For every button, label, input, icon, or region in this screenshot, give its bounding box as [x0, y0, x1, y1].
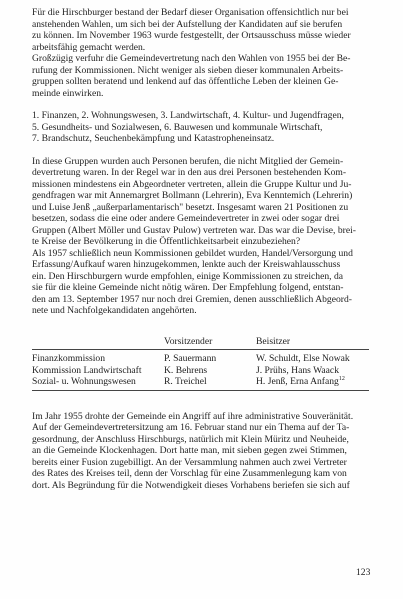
table-cell: Finanzkommission: [32, 353, 106, 364]
table-cell: R. Treichel: [164, 376, 207, 387]
para3-line: Erfassung/Aufkauf waren hinzugekommen, lenkte auch der Kreiswahlausschuss: [32, 259, 341, 270]
para1-line: anstehenden Wahlen, um sich bei der Aufstellung der Kandidaten auf sie berufen: [32, 18, 343, 30]
para4-line: Im Jahr 1955 drohte der Gemeinde ein Angriff auf ihre administrative Souveränität.: [32, 410, 354, 422]
para3-line: Als 1957 schließlich neun Kommissionen gebildet wurden, Handel/Versorgung und: [32, 247, 353, 259]
para1-line: Für die Hirschburger bestand der Bedarf dieser Organisation offensichtlich nur bei: [32, 7, 349, 18]
table-rule: [32, 390, 369, 391]
para1-line: arbeitsfähig gemacht werden.: [32, 41, 146, 53]
table-cell-text: H. Jenß, Erna Anfang: [256, 376, 339, 387]
table-header-vorsitzender: Vorsitzender: [164, 336, 213, 347]
para3-line: te Kreise der Bevölkerung in die Öffentlichkeitsarbeit einzubeziehen?: [32, 236, 301, 247]
para3-line: den am 13. September 1957 nur noch drei Gremien, denen ausschließlich Abgeord-: [32, 293, 352, 305]
para3-line: missionen mindestens ein Abgeordneter vertreten, allein die Gruppe Kultur und Ju-: [32, 178, 352, 190]
table-cell: P. Sauermann: [164, 353, 217, 364]
footnote-marker: 12: [338, 376, 345, 382]
para2-line: rufung der Kommissionen. Nicht weniger als sieben dieser kommunalen Arbeits-: [32, 64, 344, 76]
para4-line: bereits einer Fusion zugebilligt. An der Versammlung nahmen auch zwei Vertreter: [32, 456, 347, 468]
para3-line: ein. Den Hirschburgern wurde empfohlen, einige Kommissionen zu streichen, da: [32, 270, 344, 282]
para3-line: Gruppen (Albert Möller und Gustav Pulow) vertreten war. Das war die Devise, brei-: [32, 224, 356, 236]
para4-line: dort. Als Begründung für die Notwendigkeit dieses Vorhabens beriefen sie sich auf: [32, 479, 350, 491]
para3-line: sie für die kleine Gemeinde nicht nötig wären. Der Empfehlung folgend, entstan-: [32, 282, 344, 293]
para3-line: In diese Gruppen wurden auch Personen berufen, die nicht Mitglied der Gemein-: [32, 155, 344, 167]
list-line: 5. Gesundheits- und Sozialwesen, 6. Bauwesen und kommunale Wirtschaft,: [32, 121, 323, 133]
para4-line: Auf der Gemeindevertretersitzung am 16. Februar stand nur ein Thema auf der Ta-: [32, 422, 350, 433]
table-cell: J. Prühs, Hans Waack: [256, 364, 339, 376]
table-cell: Sozial- u. Wohnungswesen: [32, 376, 136, 387]
para2-line: meinde einwirken.: [32, 87, 104, 99]
para2-line: gruppen sollten beratend und lenkend auf das öffentliche Leben der kleinen Ge-: [32, 76, 339, 87]
table-cell: Kommission Landwirtschaft: [32, 364, 142, 376]
para4-line: gesordnung, der Anschluss Hirschburgs, natürlich mit Klein Müritz und Neuheide,: [32, 433, 349, 445]
para1-line: zu können. Im November 1963 wurde festgestellt, der Ortsausschuss müsse wieder: [32, 30, 351, 41]
table-cell: [256, 376, 345, 387]
para3-line: und Luise Jenß „außerparlamentarisch" besetzt. Insgesamt waren 21 Positionen zu: [32, 201, 349, 213]
table-row: [32, 376, 369, 388]
table-rule: [32, 349, 369, 350]
table-header-beisitzer: Beisitzer: [256, 336, 291, 347]
list-line: 1. Finanzen, 2. Wohnungswesen, 3. Landwirtschaft, 4. Kultur- und Jugendfragen,: [32, 110, 344, 121]
table-header-row: [32, 336, 369, 348]
para3-line: nete und Nachfolgekandidaten angehörten.: [32, 305, 197, 316]
list-line: 7. Brandschutz, Seuchenbekämpfung und Katastropheneinsatz.: [32, 133, 275, 144]
para3-line: devertretung waren. In der Regel war in den aus drei Personen bestehenden Kom-: [32, 167, 347, 178]
table-cell: W. Schuldt, Else Nowak: [256, 353, 350, 364]
para4-line: des Rates des Kreises teil, denn der Vorschlag für eine Zusammenlegung kam von: [32, 468, 347, 479]
table-cell: K. Behrens: [164, 364, 208, 376]
table-row: [32, 353, 369, 365]
para3-line: gendfragen war mit Annemargret Bollmann (Lehrerin), Eva Kenntemich (Lehrerin): [32, 190, 353, 201]
para4-line: an die Gemeinde Klockenhagen. Dort hatte man, mit sieben gegen zwei Stimmen,: [32, 445, 347, 456]
table-row: [32, 365, 369, 377]
para2-line: Großzügig verfuhr die Gemeindevertretung nach den Wahlen von 1955 bei der Be-: [32, 53, 351, 64]
para3-line: besetzen, sodass die eine oder andere Gemeindevertreter in zwei oder sogar drei: [32, 213, 340, 224]
page-number: 123: [356, 567, 371, 578]
